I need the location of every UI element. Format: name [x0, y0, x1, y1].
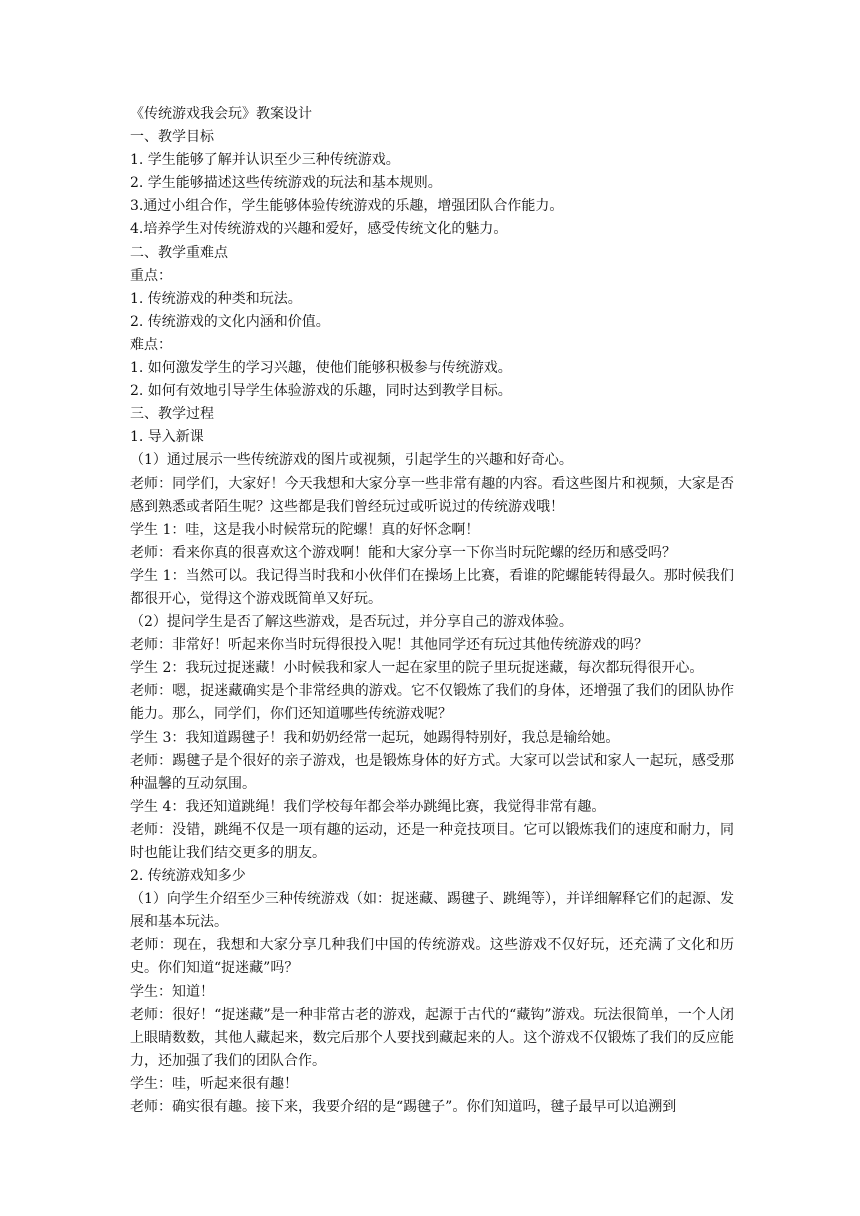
dialogue-paragraph: 老师：确实很有趣。接下来，我要介绍的是“踢毽子”。你们知道吗，毽子最早可以追溯到	[130, 1099, 677, 1116]
difficult-point-item: 1. 如何激发学生的学习兴趣，使他们能够积极参与传统游戏。	[130, 360, 512, 377]
dialogue-paragraph: 老师：踢毽子是个很好的亲子游戏，也是锻炼身体的好方式。大家可以尝试和家人一起玩，感受那种温馨的互动氛围。	[130, 752, 734, 792]
section-heading-objectives: 一、教学目标	[130, 129, 214, 146]
subheading-difficult: 难点：	[130, 336, 172, 353]
dialogue-paragraph: 老师：同学们，大家好！今天我想和大家分享一些非常有趣的内容。看这些图片和视频，大家是否感到熟悉或者陌生呢？这些都是我们曾经玩过或听说过的传统游戏哦！	[130, 475, 734, 515]
dialogue-paragraph: 老师：没错，跳绳不仅是一项有趣的运动，还是一种竞技项目。它可以锻炼我们的速度和耐力，同时也能让我们结交更多的朋友。	[130, 821, 734, 861]
objective-item: 1. 学生能够了解并认识至少三种传统游戏。	[130, 152, 400, 169]
dialogue-paragraph: 老师：看来你真的很喜欢这个游戏啊！能和大家分享一下你当时玩陀螺的经历和感受吗？	[130, 544, 676, 561]
section-heading-process: 三、教学过程	[130, 406, 214, 423]
dialogue-paragraph: 老师：很好！“捉迷藏”是一种非常古老的游戏，起源于古代的“藏钩”游戏。玩法很简单，一个人闭上眼睛数数，其他人藏起来，数完后那个人要找到藏起来的人。这个游戏不仅锻炼了我们的反应能力，还加强了我们的团队合作。	[130, 1006, 734, 1069]
objective-item: 4.培养学生对传统游戏的兴趣和爱好，感受传统文化的魅力。	[130, 221, 508, 238]
paragraph: （1）向学生介绍至少三种传统游戏（如：捉迷藏、踢毽子、跳绳等），并详细解释它们的起源、发展和基本玩法。	[130, 891, 734, 931]
dialogue-paragraph: 学生 3：我知道踢毽子！我和奶奶经常一起玩，她踢得特别好，我总是输给她。	[130, 729, 620, 746]
dialogue-paragraph: 学生 1：当然可以。我记得当时我和小伙伴们在操场上比赛，看谁的陀螺能转得最久。那时候我们都很开心，觉得这个游戏既简单又好玩。	[130, 567, 734, 607]
dialogue-paragraph: 老师：嗯，捉迷藏确实是个非常经典的游戏。它不仅锻炼了我们的身体，还增强了我们的团队协作能力。那么，同学们，你们还知道哪些传统游戏呢？	[130, 683, 734, 723]
dialogue-paragraph: 老师：现在，我想和大家分享几种我们中国的传统游戏。这些游戏不仅好玩，还充满了文化和历史。你们知道“捉迷藏”吗？	[130, 937, 734, 977]
dialogue-paragraph: 学生 1：哇，这是我小时候常玩的陀螺！真的好怀念啊！	[130, 521, 480, 538]
key-point-item: 2. 传统游戏的文化内涵和价值。	[130, 313, 330, 330]
process-step-heading: 1. 导入新课	[130, 429, 204, 446]
dialogue-paragraph: 学生：哇，听起来很有趣！	[130, 1075, 298, 1092]
objective-item: 3.通过小组合作，学生能够体验传统游戏的乐趣，增强团队合作能力。	[130, 198, 564, 215]
paragraph: （2）提问学生是否了解这些游戏，是否玩过，并分享自己的游戏体验。	[130, 614, 573, 631]
paragraph: （1）通过展示一些传统游戏的图片或视频，引起学生的兴趣和好奇心。	[130, 452, 573, 469]
document-body	[130, 103, 734, 1119]
dialogue-paragraph: 学生 2：我玩过捉迷藏！小时候我和家人一起在家里的院子里玩捉迷藏，每次都玩得很开心。	[130, 660, 704, 677]
objective-item: 2. 学生能够描述这些传统游戏的玩法和基本规则。	[130, 175, 442, 192]
key-point-item: 1. 传统游戏的种类和玩法。	[130, 290, 302, 307]
dialogue-paragraph: 老师：非常好！听起来你当时玩得很投入呢！其他同学还有玩过其他传统游戏的吗？	[130, 637, 648, 654]
process-step-heading: 2. 传统游戏知多少	[130, 868, 246, 885]
dialogue-paragraph: 学生 4：我还知道跳绳！我们学校每年都会举办跳绳比赛，我觉得非常有趣。	[130, 798, 606, 815]
dialogue-paragraph: 学生：知道！	[130, 983, 214, 1000]
subheading-key: 重点：	[130, 267, 172, 284]
section-heading-key-points: 二、教学重难点	[130, 244, 228, 261]
document-title: 《传统游戏我会玩》教案设计	[130, 106, 312, 122]
difficult-point-item: 2. 如何有效地引导学生体验游戏的乐趣，同时达到教学目标。	[130, 383, 512, 400]
